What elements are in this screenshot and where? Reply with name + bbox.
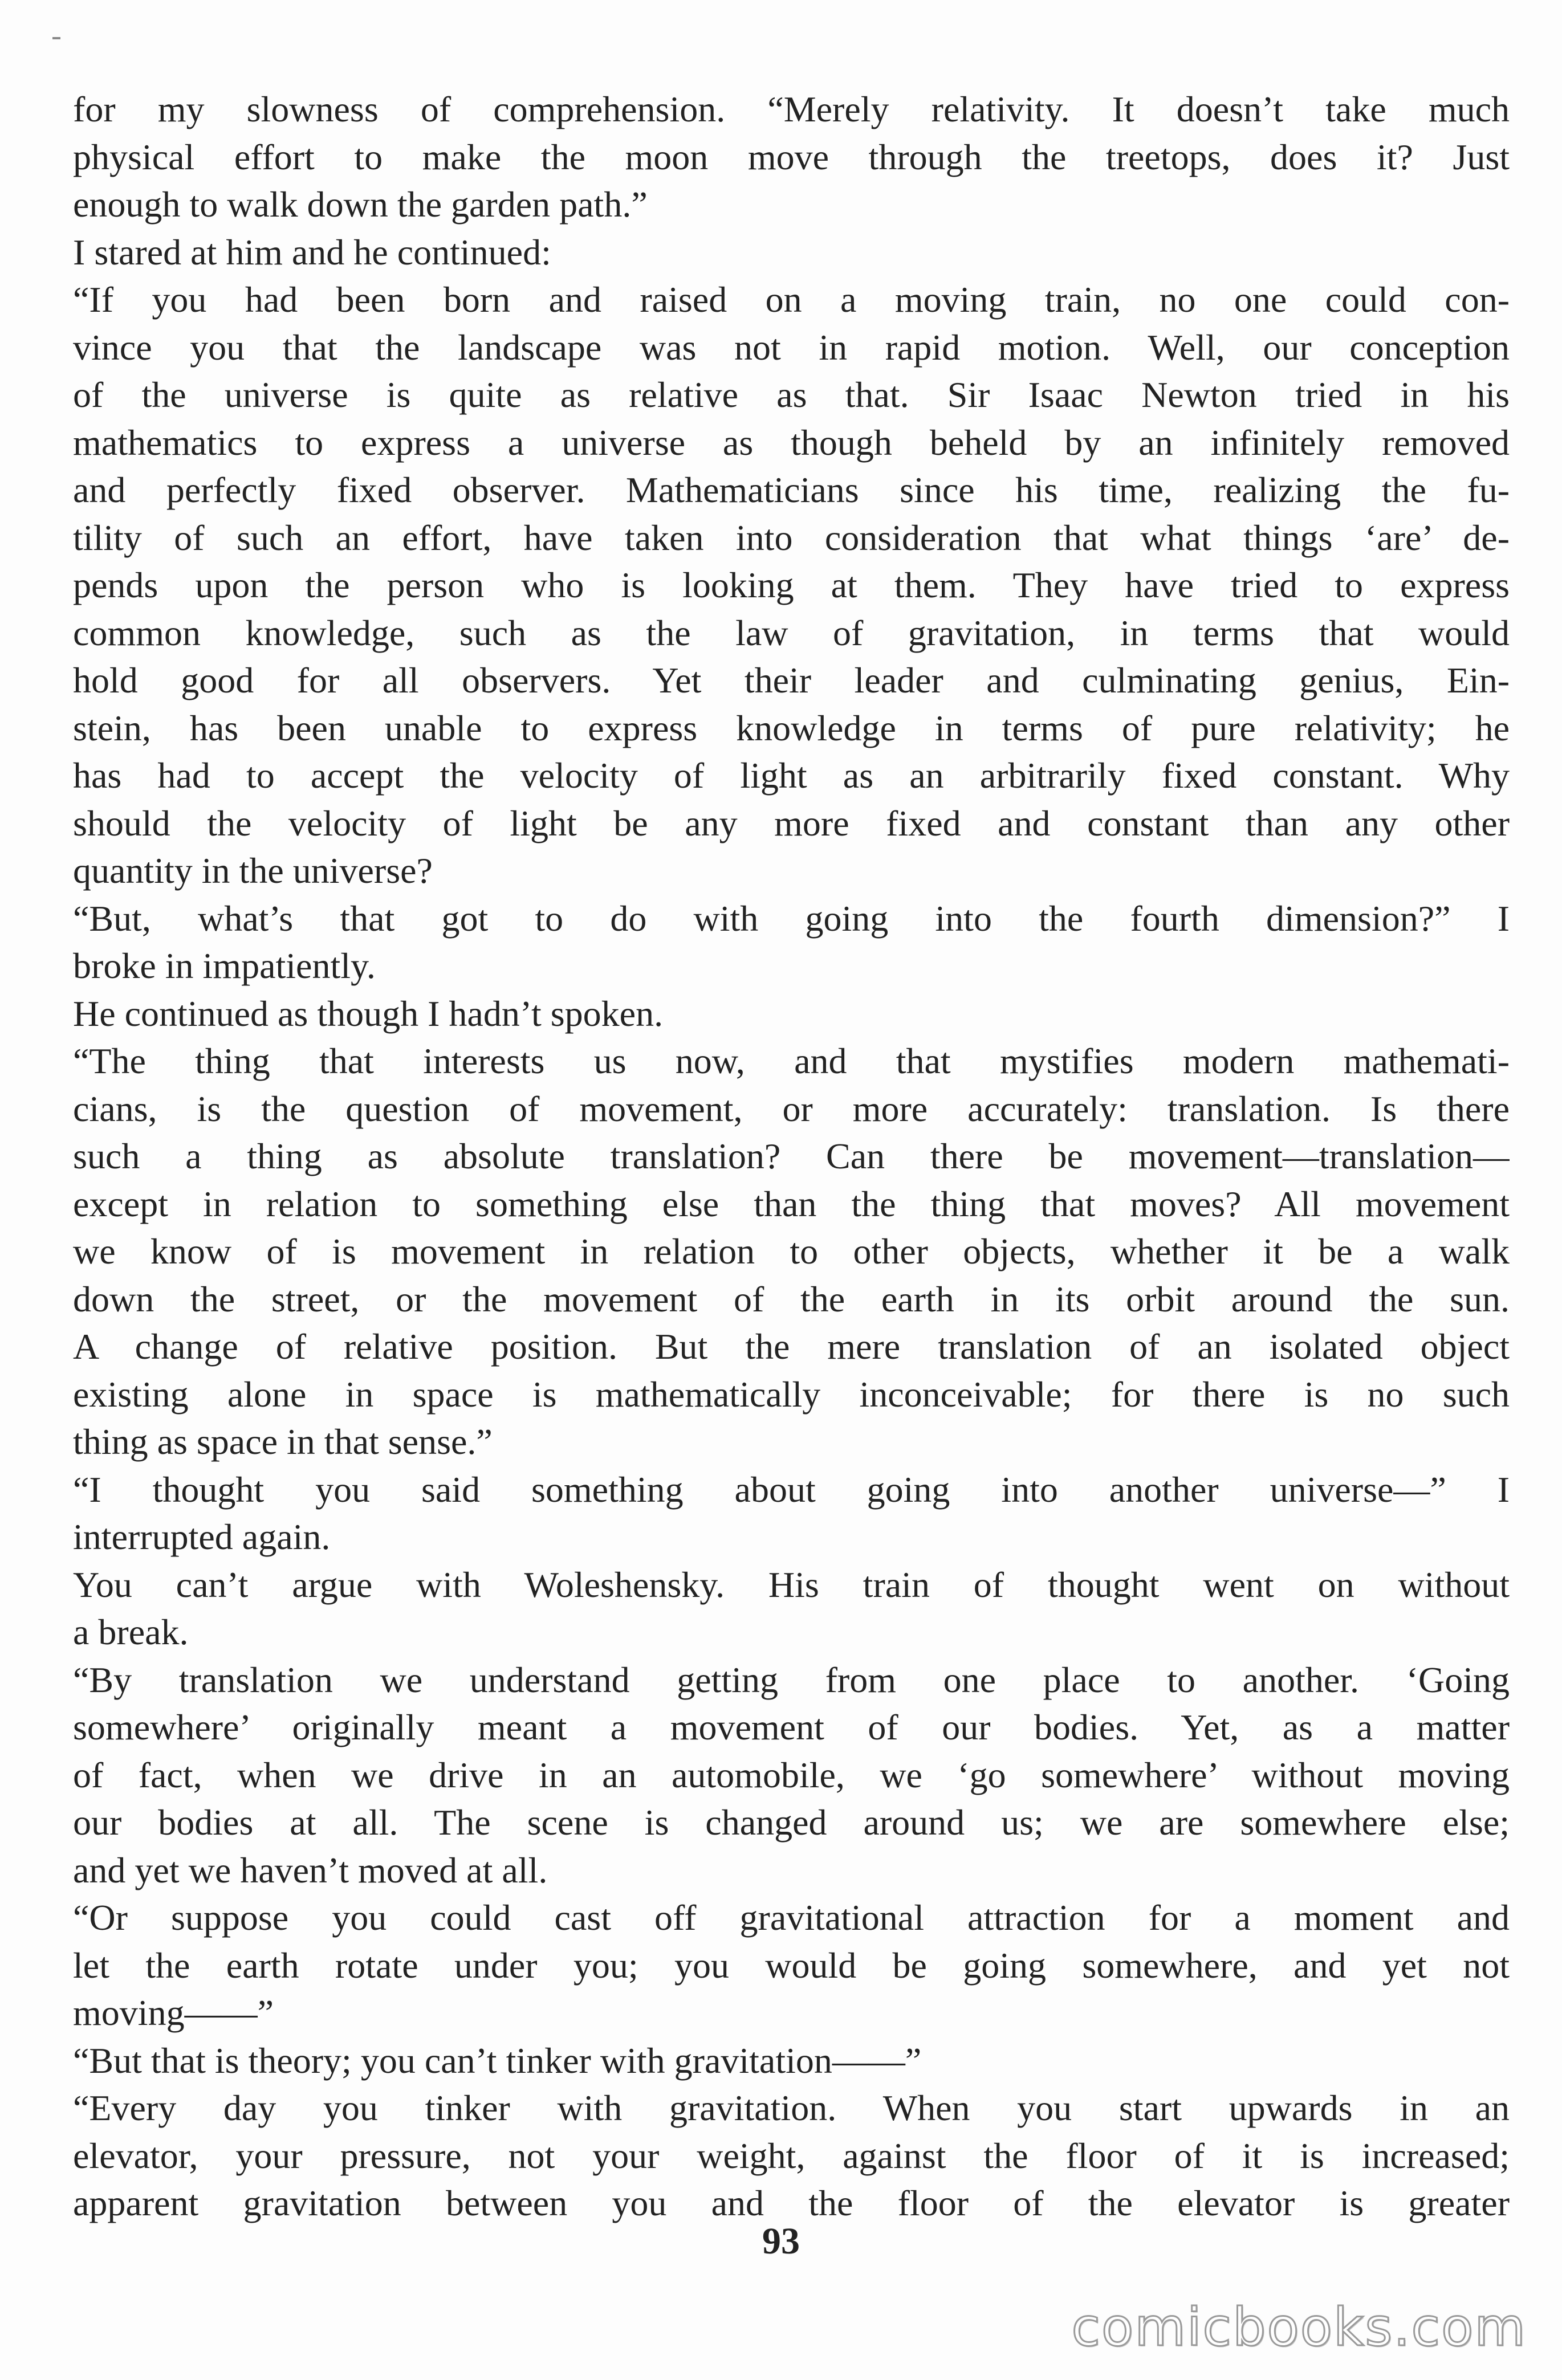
- text-line: we know of is movement in relation to other objects, whether it be a walk: [73, 1231, 1510, 1271]
- text-line: somewhere’ originally meant a movement of our bodies. Yet, as a matter: [73, 1707, 1510, 1747]
- text-line: enough to walk down the garden path.”: [73, 184, 648, 225]
- text-line: stein, has been unable to express knowledge in terms of pure relativity; he: [73, 707, 1510, 748]
- text-line: has had to accept the velocity of light as an arbitrarily fixed constant. Why: [73, 755, 1510, 796]
- text-line: You can’t argue with Woleshensky. His train of thought went on without: [73, 1564, 1510, 1605]
- text-line: vince you that the landscape was not in rapid motion. Well, our conception: [73, 327, 1510, 368]
- text-line: quantity in the universe?: [73, 850, 433, 891]
- text-line: hold good for all observers. Yet their leader and culminating genius, Ein-: [73, 660, 1510, 700]
- text-line: “If you had been born and raised on a moving train, no one could con-: [73, 279, 1510, 320]
- page-number: 93: [762, 2220, 800, 2262]
- text-line: and yet we haven’t moved at all.: [73, 1849, 548, 1890]
- text-line: “The thing that interests us now, and that mystifies modern mathemati-: [73, 1041, 1510, 1081]
- text-line: I stared at him and he continued:: [73, 231, 551, 272]
- text-line: “By translation we understand getting from one place to another. ‘Going: [73, 1659, 1510, 1700]
- text-line: our bodies at all. The scene is changed around us; we are somewhere else;: [73, 1802, 1510, 1843]
- text-line: should the velocity of light be any more fixed and constant than any other: [73, 802, 1510, 843]
- text-line: moving——”: [73, 1992, 274, 2033]
- text-line: “I thought you said something about going into another universe—” I: [73, 1469, 1510, 1510]
- text-line: existing alone in space is mathematically inconceivable; for there is no such: [73, 1374, 1510, 1415]
- text-line: “Every day you tinker with gravitation. When you start upwards in an: [73, 2088, 1510, 2128]
- body-text: [73, 85, 1510, 2227]
- text-line: interrupted again.: [73, 1517, 331, 1557]
- text-line: “Or suppose you could cast off gravitational attraction for a moment and: [73, 1897, 1510, 1938]
- text-line: A change of relative position. But the mere translation of an isolated object: [73, 1326, 1510, 1367]
- text-line: “But, what’s that got to do with going into the fourth dimension?” I: [73, 898, 1510, 939]
- text-line: elevator, your pressure, not your weight, against the floor of it is increased;: [73, 2135, 1510, 2176]
- text-line: broke in impatiently.: [73, 946, 376, 986]
- text-line: except in relation to something else than the thing that moves? All movement: [73, 1183, 1510, 1224]
- text-line: a break.: [73, 1612, 189, 1652]
- text-line: thing as space in that sense.”: [73, 1421, 493, 1462]
- text-line: apparent gravitation between you and the floor of the elevator is greater: [73, 2183, 1510, 2223]
- watermark-logo: comicbooks.com: [1071, 2297, 1527, 2358]
- text-line: of the universe is quite as relative as that. Sir Isaac Newton tried in his: [73, 374, 1510, 415]
- text-line: physical effort to make the moon move through the treetops, does it? Just: [73, 136, 1510, 177]
- text-line: and perfectly fixed observer. Mathematicians since his time, realizing the fu-: [73, 470, 1510, 510]
- text-line: for my slowness of comprehension. “Merely relativity. It doesn’t take much: [73, 89, 1510, 129]
- margin-mark: [52, 37, 60, 39]
- text-line: cians, is the question of movement, or more accurately: translation. Is there: [73, 1088, 1510, 1129]
- text-line: of fact, when we drive in an automobile, we ‘go somewhere’ without moving: [73, 1754, 1510, 1795]
- text-line: pends upon the person who is looking at them. They have tried to express: [73, 565, 1510, 605]
- text-line: tility of such an effort, have taken into consideration that what things ‘are’ de-: [73, 517, 1510, 558]
- text-line: “But that is theory; you can’t tinker with gravitation——”: [73, 2040, 922, 2081]
- text-line: such a thing as absolute translation? Can there be movement—translation—: [73, 1136, 1510, 1176]
- text-line: let the earth rotate under you; you would be going somewhere, and yet not: [73, 1945, 1510, 1986]
- text-line: mathematics to express a universe as though beheld by an infinitely removed: [73, 422, 1510, 463]
- text-line: common knowledge, such as the law of gravitation, in terms that would: [73, 612, 1510, 653]
- text-line: He continued as though I hadn’t spoken.: [73, 993, 664, 1034]
- text-line: down the street, or the movement of the earth in its orbit around the sun.: [73, 1278, 1510, 1319]
